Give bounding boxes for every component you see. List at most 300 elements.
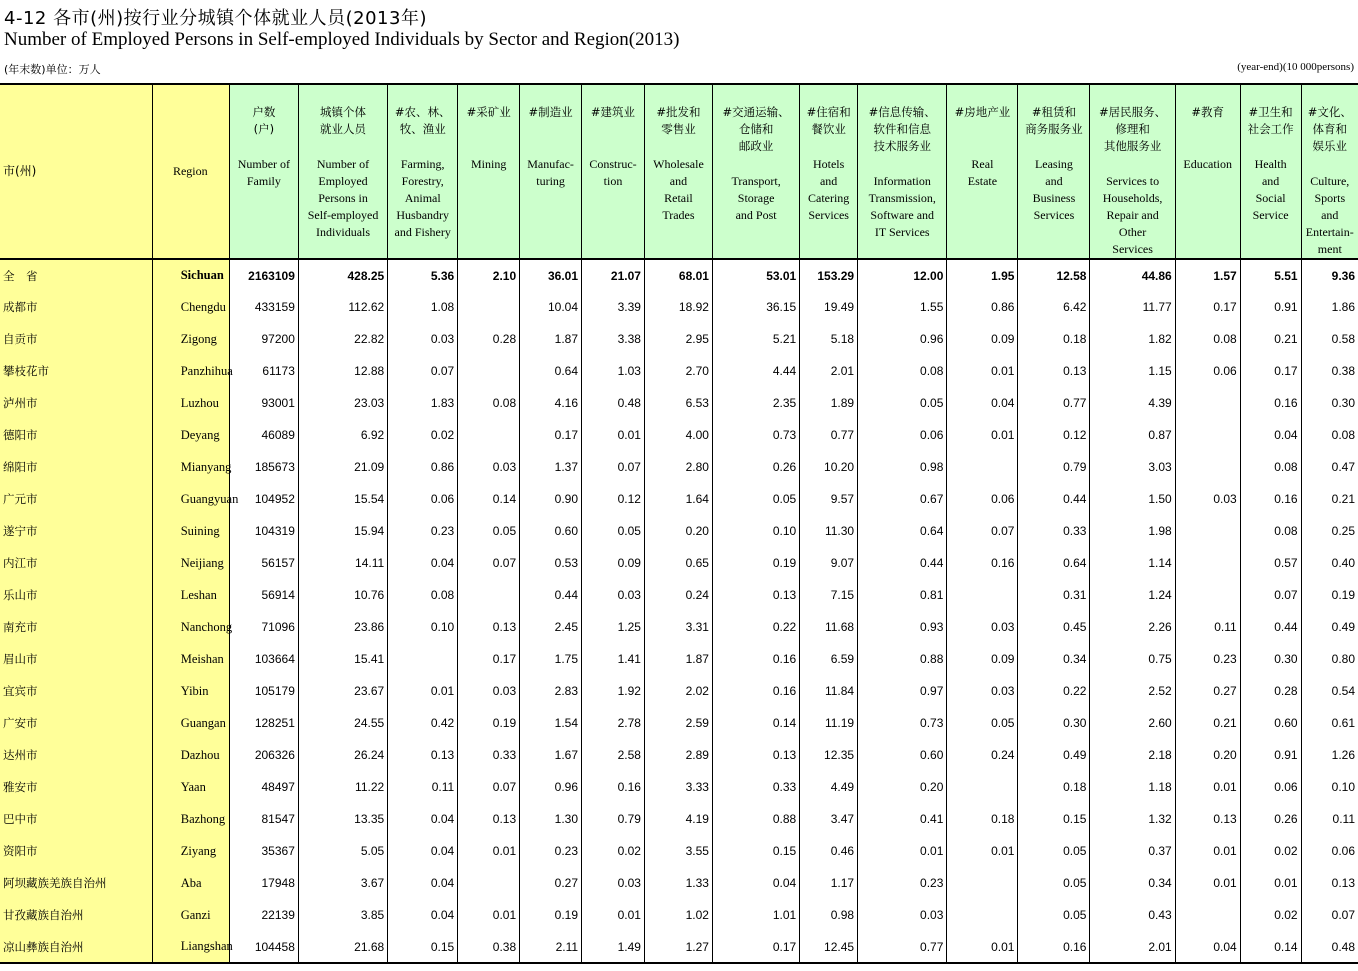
value-cell: 23.67 bbox=[298, 675, 387, 707]
value-cell: 0.05 bbox=[712, 483, 799, 515]
value-cell: 3.55 bbox=[644, 835, 712, 867]
city-name-cell: 绵阳市 bbox=[0, 451, 152, 483]
column-header-chinese: #卫生和 社会工作 bbox=[1247, 105, 1294, 136]
value-cell: 0.53 bbox=[520, 547, 582, 579]
header-row bbox=[0, 84, 1358, 259]
value-cell: 1.67 bbox=[520, 739, 582, 771]
value-cell: 0.86 bbox=[388, 451, 458, 483]
value-cell bbox=[1175, 515, 1240, 547]
value-cell: 12.88 bbox=[298, 355, 387, 387]
region-name-cell: Suining bbox=[152, 515, 229, 547]
employment-table bbox=[0, 83, 1358, 964]
value-cell: 14.11 bbox=[298, 547, 387, 579]
value-cell: 0.48 bbox=[1331, 939, 1355, 954]
column-header-chinese: #农、林、 牧、渔业 bbox=[394, 105, 451, 136]
value-cell: 93001 bbox=[229, 387, 298, 419]
value-cell: 0.46 bbox=[800, 835, 858, 867]
value-cell: 0.08 bbox=[458, 387, 520, 419]
value-cell: 0.80 bbox=[1331, 652, 1355, 666]
value-cell: 0.05 bbox=[582, 515, 645, 547]
city-name-cell: 南充市 bbox=[0, 611, 152, 643]
value-cell: 46089 bbox=[229, 419, 298, 451]
value-cell: 21.07 bbox=[582, 259, 645, 291]
value-cell: 3.38 bbox=[582, 323, 645, 355]
value-cell: 1.41 bbox=[582, 643, 645, 675]
value-cell: 0.96 bbox=[858, 323, 947, 355]
value-cell: 0.04 bbox=[1240, 419, 1301, 451]
city-name-cell: 甘孜藏族自治州 bbox=[0, 899, 152, 931]
value-cell: 0.91 bbox=[1240, 739, 1301, 771]
value-cell: 428.25 bbox=[298, 259, 387, 291]
table-row bbox=[0, 835, 1358, 867]
value-cell: 4.16 bbox=[520, 387, 582, 419]
column-header-chinese: #批发和 零售业 bbox=[656, 105, 701, 136]
region-name-cell: Guangyuan bbox=[152, 483, 229, 515]
value-cell: 3.85 bbox=[298, 899, 387, 931]
value-cell: 0.17 bbox=[1175, 291, 1240, 323]
value-cell: 0.54 bbox=[1331, 684, 1355, 698]
value-cell: 12.35 bbox=[800, 739, 858, 771]
column-header-15 bbox=[1175, 84, 1240, 259]
value-cell: 0.17 bbox=[458, 643, 520, 675]
value-cell bbox=[947, 579, 1018, 611]
value-cell: 0.60 bbox=[858, 739, 947, 771]
value-cell: 1.87 bbox=[520, 323, 582, 355]
value-cell: 0.33 bbox=[712, 771, 799, 803]
value-cell: 21.09 bbox=[298, 451, 387, 483]
column-header-chinese: #交通运输、 仓储和 邮政业 bbox=[722, 105, 790, 153]
value-cell: 11.30 bbox=[800, 515, 858, 547]
region-name-cell: Luzhou bbox=[152, 387, 229, 419]
value-cell: 1.64 bbox=[644, 483, 712, 515]
value-cell: 0.04 bbox=[388, 867, 458, 899]
value-cell: 0.01 bbox=[947, 355, 1018, 387]
value-cell: 5.51 bbox=[1240, 259, 1301, 291]
value-cell: 1.26 bbox=[1331, 748, 1355, 762]
city-name-cell: 达州市 bbox=[0, 739, 152, 771]
value-cell: 2163109 bbox=[229, 259, 298, 291]
value-cell: 0.19 bbox=[458, 707, 520, 739]
value-cell: 112.62 bbox=[298, 291, 387, 323]
value-cell: 0.98 bbox=[800, 899, 858, 931]
value-cell: 0.08 bbox=[1240, 515, 1301, 547]
value-cell: 0.13 bbox=[1331, 876, 1355, 890]
column-header-english: Farming, Forestry, Animal Husbandry and Fishery bbox=[394, 157, 451, 239]
value-cell: 0.73 bbox=[858, 707, 947, 739]
value-cell: 0.06 bbox=[858, 419, 947, 451]
value-cell: 15.41 bbox=[298, 643, 387, 675]
value-cell: 0.08 bbox=[1240, 451, 1301, 483]
value-cell: 0.20 bbox=[1175, 739, 1240, 771]
value-cell: 2.35 bbox=[712, 387, 799, 419]
value-cell: 104458 bbox=[229, 931, 298, 963]
value-cell: 0.06 bbox=[947, 483, 1018, 515]
region-name-cell: Sichuan bbox=[152, 259, 229, 291]
value-cell: 4.44 bbox=[712, 355, 799, 387]
value-cell: 4.49 bbox=[800, 771, 858, 803]
value-cell: 0.61 bbox=[1331, 716, 1355, 730]
value-cell: 0.30 bbox=[1018, 707, 1090, 739]
value-cell: 10.20 bbox=[800, 451, 858, 483]
city-name-cell: 广安市 bbox=[0, 707, 152, 739]
value-cell bbox=[947, 771, 1018, 803]
table-row bbox=[0, 323, 1358, 355]
region-name-cell: Zigong bbox=[152, 323, 229, 355]
table-row bbox=[0, 579, 1358, 611]
value-cell: 4.00 bbox=[644, 419, 712, 451]
value-cell: 0.58 bbox=[1331, 332, 1355, 346]
value-cell: 0.03 bbox=[582, 579, 645, 611]
value-cell: 2.02 bbox=[644, 675, 712, 707]
value-cell: 433159 bbox=[229, 291, 298, 323]
value-cell: 0.86 bbox=[947, 291, 1018, 323]
value-cell: 0.08 bbox=[1331, 428, 1355, 442]
value-cell: 61173 bbox=[229, 355, 298, 387]
value-cell: 0.73 bbox=[712, 419, 799, 451]
value-cell: 0.79 bbox=[1018, 451, 1090, 483]
value-cell: 0.17 bbox=[520, 419, 582, 451]
value-cell: 2.11 bbox=[520, 931, 582, 963]
value-cell: 1.03 bbox=[582, 355, 645, 387]
value-cell: 2.80 bbox=[644, 451, 712, 483]
value-cell: 0.64 bbox=[520, 355, 582, 387]
value-cell: 2.52 bbox=[1090, 675, 1175, 707]
value-cell: 13.35 bbox=[298, 803, 387, 835]
value-cell: 0.34 bbox=[1018, 643, 1090, 675]
city-name-cell: 自贡市 bbox=[0, 323, 152, 355]
value-cell: 206326 bbox=[229, 739, 298, 771]
value-cell: 22139 bbox=[229, 899, 298, 931]
value-cell: 2.01 bbox=[800, 355, 858, 387]
value-cell: 0.07 bbox=[1331, 908, 1355, 922]
value-cell: 2.10 bbox=[458, 259, 520, 291]
value-cell: 0.87 bbox=[1090, 419, 1175, 451]
value-cell: 12.45 bbox=[800, 931, 858, 963]
value-cell: 0.43 bbox=[1090, 899, 1175, 931]
value-cell: 0.01 bbox=[1175, 835, 1240, 867]
value-cell: 0.01 bbox=[947, 419, 1018, 451]
value-cell: 1.75 bbox=[520, 643, 582, 675]
value-cell: 0.15 bbox=[712, 835, 799, 867]
value-cell: 0.16 bbox=[947, 547, 1018, 579]
value-cell: 0.09 bbox=[582, 547, 645, 579]
city-name-cell: 德阳市 bbox=[0, 419, 152, 451]
value-cell: 0.01 bbox=[858, 835, 947, 867]
value-cell: 0.03 bbox=[582, 867, 645, 899]
value-cell: 0.04 bbox=[388, 547, 458, 579]
value-cell: 104952 bbox=[229, 483, 298, 515]
region-name-cell: Dazhou bbox=[152, 739, 229, 771]
value-cell: 2.58 bbox=[582, 739, 645, 771]
value-cell: 6.59 bbox=[800, 643, 858, 675]
value-cell: 0.01 bbox=[1175, 867, 1240, 899]
column-header-12 bbox=[947, 84, 1018, 259]
value-cell: 0.03 bbox=[947, 675, 1018, 707]
value-cell: 24.55 bbox=[298, 707, 387, 739]
value-cell: 185673 bbox=[229, 451, 298, 483]
city-name-cell: 凉山彝族自治州 bbox=[0, 931, 152, 963]
city-name-cell: 内江市 bbox=[0, 547, 152, 579]
region-name-cell: Nanchong bbox=[152, 611, 229, 643]
value-cell: 0.04 bbox=[712, 867, 799, 899]
value-cell: 11.19 bbox=[800, 707, 858, 739]
value-cell: 0.47 bbox=[1331, 460, 1355, 474]
value-cell: 9.57 bbox=[800, 483, 858, 515]
value-cell: 0.05 bbox=[1018, 867, 1090, 899]
value-cell: 2.18 bbox=[1090, 739, 1175, 771]
value-cell: 0.77 bbox=[1018, 387, 1090, 419]
value-cell: 2.95 bbox=[644, 323, 712, 355]
value-cell: 0.08 bbox=[388, 579, 458, 611]
value-cell: 12.00 bbox=[858, 259, 947, 291]
column-header-english: Construc- tion bbox=[589, 157, 637, 188]
region-name-cell: Aba bbox=[152, 867, 229, 899]
column-header-english: Hotels and Catering Services bbox=[807, 157, 850, 222]
value-cell: 0.01 bbox=[947, 931, 1018, 963]
value-cell: 11.22 bbox=[298, 771, 387, 803]
value-cell bbox=[458, 355, 520, 387]
table-row bbox=[0, 483, 1358, 515]
value-cell: 0.93 bbox=[858, 611, 947, 643]
value-cell: 0.10 bbox=[1331, 780, 1355, 794]
value-cell: 23.03 bbox=[298, 387, 387, 419]
value-cell: 0.13 bbox=[458, 803, 520, 835]
value-cell bbox=[1175, 899, 1240, 931]
value-cell: 0.09 bbox=[947, 323, 1018, 355]
value-cell: 0.14 bbox=[712, 707, 799, 739]
column-header-chinese: #房地产业 bbox=[954, 105, 1011, 119]
value-cell: 0.09 bbox=[947, 643, 1018, 675]
table-row bbox=[0, 643, 1358, 675]
value-cell: 0.60 bbox=[1240, 707, 1301, 739]
value-cell: 1.83 bbox=[388, 387, 458, 419]
table-row bbox=[0, 867, 1358, 899]
value-cell: 0.05 bbox=[947, 707, 1018, 739]
value-cell: 0.81 bbox=[858, 579, 947, 611]
value-cell: 0.77 bbox=[858, 931, 947, 963]
value-cell bbox=[1175, 451, 1240, 483]
column-header-chinese: #信息传输、 软件和信息 技术服务业 bbox=[868, 105, 936, 153]
column-header-chinese: #教育 bbox=[1191, 105, 1225, 119]
column-header-english: Culture, Sports and Entertain- ment bbox=[1305, 174, 1354, 256]
value-cell: 105179 bbox=[229, 675, 298, 707]
value-cell: 0.16 bbox=[712, 675, 799, 707]
value-cell: 1.82 bbox=[1090, 323, 1175, 355]
value-cell: 0.19 bbox=[520, 899, 582, 931]
value-cell: 0.07 bbox=[947, 515, 1018, 547]
value-cell: 1.50 bbox=[1090, 483, 1175, 515]
value-cell: 0.08 bbox=[1175, 323, 1240, 355]
value-cell: 1.25 bbox=[582, 611, 645, 643]
column-header-13 bbox=[1018, 84, 1090, 259]
column-header-chinese: #采矿业 bbox=[466, 105, 511, 119]
value-cell: 6.53 bbox=[644, 387, 712, 419]
unit-label-english: (year-end)(10 000persons) bbox=[1237, 61, 1354, 73]
value-cell: 3.67 bbox=[298, 867, 387, 899]
value-cell: 153.29 bbox=[800, 259, 858, 291]
value-cell: 0.13 bbox=[712, 579, 799, 611]
value-cell: 0.14 bbox=[458, 483, 520, 515]
value-cell: 0.23 bbox=[1175, 643, 1240, 675]
value-cell: 6.42 bbox=[1018, 291, 1090, 323]
column-header-chinese: #住宿和 餐饮业 bbox=[806, 105, 851, 136]
value-cell: 0.03 bbox=[1175, 483, 1240, 515]
value-cell: 0.23 bbox=[388, 515, 458, 547]
total-row bbox=[0, 259, 1358, 291]
region-name-cell: Ganzi bbox=[152, 899, 229, 931]
table-row bbox=[0, 291, 1358, 323]
value-cell: 0.22 bbox=[712, 611, 799, 643]
value-cell: 0.12 bbox=[582, 483, 645, 515]
table-row bbox=[0, 675, 1358, 707]
value-cell: 0.44 bbox=[1240, 611, 1301, 643]
value-cell: 5.05 bbox=[298, 835, 387, 867]
value-cell: 48497 bbox=[229, 771, 298, 803]
value-cell: 81547 bbox=[229, 803, 298, 835]
value-cell: 22.82 bbox=[298, 323, 387, 355]
value-cell: 1.54 bbox=[520, 707, 582, 739]
value-cell: 0.18 bbox=[1018, 771, 1090, 803]
column-header-8 bbox=[644, 84, 712, 259]
region-name-cell: Meishan bbox=[152, 643, 229, 675]
value-cell: 2.26 bbox=[1090, 611, 1175, 643]
value-cell: 0.02 bbox=[1240, 899, 1301, 931]
value-cell: 26.24 bbox=[298, 739, 387, 771]
value-cell: 0.13 bbox=[388, 739, 458, 771]
table-title-english: Number of Employed Persons in Self-employed Individuals by Sector and Region(2013) bbox=[4, 29, 680, 50]
value-cell: 0.42 bbox=[388, 707, 458, 739]
value-cell: 71096 bbox=[229, 611, 298, 643]
column-header-english: Real Estate bbox=[967, 157, 998, 188]
value-cell: 1.92 bbox=[582, 675, 645, 707]
value-cell: 2.60 bbox=[1090, 707, 1175, 739]
value-cell: 0.31 bbox=[1018, 579, 1090, 611]
value-cell: 0.07 bbox=[388, 355, 458, 387]
value-cell: 1.37 bbox=[520, 451, 582, 483]
value-cell: 0.04 bbox=[1175, 931, 1240, 963]
value-cell: 10.04 bbox=[520, 291, 582, 323]
value-cell: 3.33 bbox=[644, 771, 712, 803]
region-name-cell: Mianyang bbox=[152, 451, 229, 483]
city-name-cell: 阿坝藏族羌族自治州 bbox=[0, 867, 152, 899]
table-row bbox=[0, 899, 1358, 931]
value-cell: 0.16 bbox=[582, 771, 645, 803]
city-name-cell: 宜宾市 bbox=[0, 675, 152, 707]
value-cell: 1.87 bbox=[644, 643, 712, 675]
value-cell: 1.55 bbox=[858, 291, 947, 323]
value-cell: 9.07 bbox=[800, 547, 858, 579]
unit-label-chinese: (年末数)单位：万人 bbox=[4, 63, 101, 76]
value-cell: 0.65 bbox=[644, 547, 712, 579]
table-row bbox=[0, 355, 1358, 387]
value-cell: 0.04 bbox=[388, 899, 458, 931]
value-cell: 128251 bbox=[229, 707, 298, 739]
table-row bbox=[0, 419, 1358, 451]
value-cell: 7.15 bbox=[800, 579, 858, 611]
value-cell: 3.31 bbox=[644, 611, 712, 643]
value-cell: 1.98 bbox=[1090, 515, 1175, 547]
value-cell: 0.64 bbox=[858, 515, 947, 547]
value-cell: 0.23 bbox=[858, 867, 947, 899]
column-header-chinese: #租赁和 商务服务业 bbox=[1025, 105, 1083, 136]
column-header-4 bbox=[388, 84, 458, 259]
column-header-english: Information Transmission, Software and IT Services bbox=[868, 174, 936, 239]
value-cell: 0.13 bbox=[458, 611, 520, 643]
value-cell: 0.24 bbox=[644, 579, 712, 611]
value-cell bbox=[1175, 579, 1240, 611]
value-cell: 0.05 bbox=[1018, 899, 1090, 931]
city-name-cell: 泸州市 bbox=[0, 387, 152, 419]
value-cell: 0.30 bbox=[1240, 643, 1301, 675]
value-cell: 0.06 bbox=[1331, 844, 1355, 858]
value-cell: 0.97 bbox=[858, 675, 947, 707]
value-cell: 1.02 bbox=[644, 899, 712, 931]
value-cell: 0.01 bbox=[1175, 771, 1240, 803]
region-name-cell: Deyang bbox=[152, 419, 229, 451]
column-header-6 bbox=[520, 84, 582, 259]
city-name-cell: 全 省 bbox=[0, 259, 152, 291]
column-header-english: Mining bbox=[471, 157, 507, 171]
column-header-english: Manufac- turing bbox=[527, 157, 574, 188]
value-cell: 9.36 bbox=[1331, 268, 1355, 283]
value-cell: 0.20 bbox=[858, 771, 947, 803]
value-cell: 103664 bbox=[229, 643, 298, 675]
value-cell: 0.21 bbox=[1240, 323, 1301, 355]
value-cell: 0.77 bbox=[800, 419, 858, 451]
column-header-english: Services to Households, Repair and Other Services bbox=[1102, 174, 1163, 256]
column-header-english: Transport, Storage and Post bbox=[731, 174, 781, 222]
column-header-0 bbox=[0, 84, 152, 259]
table-row bbox=[0, 739, 1358, 771]
value-cell: 2.59 bbox=[644, 707, 712, 739]
value-cell: 0.14 bbox=[1240, 931, 1301, 963]
column-header-chinese: #文化、 体育和 娱乐业 bbox=[1307, 105, 1352, 153]
value-cell: 0.15 bbox=[388, 931, 458, 963]
column-header-17 bbox=[1301, 84, 1358, 259]
value-cell: 0.30 bbox=[1331, 396, 1355, 410]
value-cell: 0.18 bbox=[947, 803, 1018, 835]
value-cell: 0.79 bbox=[582, 803, 645, 835]
column-header-10 bbox=[800, 84, 858, 259]
value-cell: 21.68 bbox=[298, 931, 387, 963]
value-cell: 0.48 bbox=[582, 387, 645, 419]
value-cell: 0.18 bbox=[1018, 323, 1090, 355]
value-cell: 11.84 bbox=[800, 675, 858, 707]
column-header-1 bbox=[152, 84, 229, 259]
column-header-chinese: 户数 (户) bbox=[252, 105, 276, 136]
value-cell bbox=[1175, 419, 1240, 451]
value-cell: 0.25 bbox=[1331, 524, 1355, 538]
city-name-cell: 资阳市 bbox=[0, 835, 152, 867]
value-cell: 4.19 bbox=[644, 803, 712, 835]
value-cell: 0.02 bbox=[1240, 835, 1301, 867]
value-cell: 0.13 bbox=[1175, 803, 1240, 835]
value-cell: 0.67 bbox=[858, 483, 947, 515]
city-name-cell: 雅安市 bbox=[0, 771, 152, 803]
value-cell: 0.01 bbox=[582, 899, 645, 931]
value-cell: 0.02 bbox=[582, 835, 645, 867]
value-cell: 0.88 bbox=[712, 803, 799, 835]
column-header-2 bbox=[229, 84, 298, 259]
value-cell: 0.01 bbox=[1240, 867, 1301, 899]
value-cell: 53.01 bbox=[712, 259, 799, 291]
value-cell: 104319 bbox=[229, 515, 298, 547]
value-cell: 0.06 bbox=[1240, 771, 1301, 803]
value-cell: 0.41 bbox=[858, 803, 947, 835]
value-cell: 1.95 bbox=[947, 259, 1018, 291]
value-cell: 0.44 bbox=[520, 579, 582, 611]
value-cell bbox=[947, 451, 1018, 483]
